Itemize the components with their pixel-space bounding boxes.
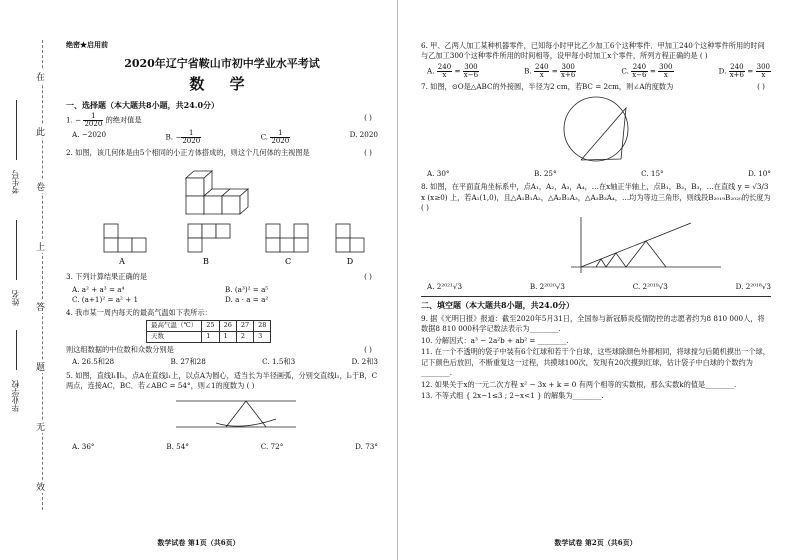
subject-title: 数 学 <box>189 75 255 94</box>
option-b: B. 27和28 <box>170 357 206 367</box>
school-label: 毕业学校 <box>11 380 20 412</box>
option-c: C. 2²⁰¹⁹√3 <box>632 281 668 291</box>
divider <box>421 296 771 297</box>
answer-paren: ( ) <box>246 381 255 391</box>
exam-title: 2020年辽宁省鞍山市初中学业水平考试 <box>124 57 320 71</box>
option-b: B. $\frac{240}{x}$ = $\frac{300}{x+6}$ <box>524 62 576 79</box>
q3-stem: 3. 下列计算结果正确的是 <box>66 272 148 282</box>
q4-options <box>66 357 378 367</box>
option-c: C. (a+1)² = a² + 1 <box>72 295 139 305</box>
question-12: 12. 如果关于x的一元二次方程 x² − 3x + k = 0 有两个相等的实数根，那么实数k的值是________. <box>421 379 737 389</box>
question-6: 6. 甲、乙两人加工某种机器零件，已知每小时甲比乙少加工6个这种零件．甲加工240个这种零件所用的时间与乙加工300个这种零件所用的时间相等，设甲每小时加工x个零件，所列方程正确的是 ( ) <box>421 41 765 61</box>
q4-ask: 则这组数据的中位数和众数分别是 ( ) <box>66 345 372 355</box>
section-heading: 二、填空题（本大题共8小题，共24.0分） <box>421 300 575 311</box>
name-label: 姓名 <box>11 290 20 306</box>
label-b: B <box>203 256 209 266</box>
question-13: 13. 不等式组 { 2x−1≤3 ; 2−x<1 } 的解集为________. <box>421 391 604 401</box>
confidential-mark: 绝密★启用前 <box>66 40 108 49</box>
view-a <box>104 224 146 252</box>
question-11: 11. 在一个不透明的袋子中装有6个红球和若干个白球，这些球除颜色外都相同，将球搅匀后随机摸出一个球，记下颜色后放回，不断重复这一过程，共摸球100次，发现有20次摸到红球，估计袋子中白球的个数约为________. <box>421 347 770 378</box>
question-4: 4. 我市某一周内每天的最高气温如下表所示： <box>66 307 212 317</box>
margin-char: 上 <box>36 240 45 253</box>
answer-paren: ( ) <box>364 272 372 282</box>
option-d: D. 2和3 <box>351 357 378 367</box>
candidate-number-line <box>16 100 17 160</box>
label-d: D <box>346 256 354 266</box>
q5-figure <box>66 393 378 437</box>
margin-char: 效 <box>36 480 45 493</box>
label-c: C <box>284 256 292 266</box>
q7-figure <box>421 93 771 163</box>
answer-paren: ( ) <box>364 113 372 123</box>
page-footer: 数学试卷 第2页（共6页） <box>554 538 637 547</box>
option-b: B. − $\frac{1}{2020}$ <box>165 129 201 146</box>
option-d: D. 10° <box>748 168 771 178</box>
question-9: 9. 据《光明日报》报道：截至2020年5月31日，全国参与新冠肺炎疫情防控的志愿者约为8 810 000人，将数据8 810 000科学记数法表示为________. <box>421 313 765 334</box>
question-7: 7. 如图，⊙O是△ABC的外接圆，半径为2 cm，若BC = 2cm，则∠A的度数为 ( ) <box>421 81 765 91</box>
option-c: C. 72° <box>260 442 284 452</box>
option-a: A. 36° <box>72 442 95 452</box>
option-d: D. 2020 <box>349 130 378 140</box>
q8-options <box>421 282 771 292</box>
margin-char: 在 <box>36 70 45 83</box>
question-1 <box>66 113 378 128</box>
name-line <box>16 220 17 280</box>
option-a: A. 26.5和28 <box>72 357 115 367</box>
question-3 <box>66 272 378 282</box>
question-10: 10. 分解因式：a³ − 2a²b + ab² = ________. <box>421 335 569 345</box>
q7-options <box>421 169 771 179</box>
option-b: B. 2²⁰²⁰√3 <box>529 281 565 291</box>
fraction: $\frac{1}{2020}$ <box>84 112 103 129</box>
option-a: A. $\frac{240}{x}$ = $\frac{300}{x-6}$ <box>427 62 479 79</box>
right-page <box>397 0 794 560</box>
table-row: 最高气温（℃） 25 26 27 28 <box>147 321 271 332</box>
candidate-number-label: 考生号 <box>11 170 20 194</box>
option-c: C. $\frac{240}{x-6}$ = $\frac{300}{x}$ <box>621 62 673 79</box>
margin-char: 答 <box>36 300 45 313</box>
left-content <box>66 40 378 456</box>
q6-options <box>421 64 771 79</box>
option-d: D. $\frac{240}{x+6}$ = $\frac{300}{x}$ <box>718 62 770 79</box>
q8-figure <box>421 215 771 277</box>
view-b <box>188 224 230 252</box>
option-a: A. a² + a³ = a⁴ <box>72 284 125 294</box>
q1-stem: 1. − <box>66 115 82 125</box>
page-footer: 数学试卷 第1页（共6页） <box>157 538 240 547</box>
temperature-table <box>146 320 271 343</box>
q1-stem-end: 的绝对值是 <box>105 115 142 125</box>
q2-stem: 2. 如图，该几何体是由5个相同的小正方体搭成的，则这个几何体的主视图是 <box>66 148 310 158</box>
option-b: B. 54° <box>166 442 189 452</box>
option-d: D. 73° <box>355 442 378 452</box>
answer-paren: ( ) <box>421 203 429 213</box>
answer-paren: ( ) <box>757 81 765 91</box>
answer-paren: ( ) <box>699 51 708 61</box>
option-b: B. 25° <box>534 168 557 178</box>
cut-line <box>42 40 43 510</box>
option-d: D. 2²⁰¹⁸√3 <box>735 281 771 291</box>
q3-options <box>66 285 378 306</box>
option-a: A. 30° <box>427 168 450 178</box>
table-row: 天数 1 1 2 3 <box>147 332 271 343</box>
cube-solid-figure <box>186 171 248 214</box>
margin-char: 卷 <box>36 180 45 193</box>
right-content <box>421 40 771 402</box>
view-d <box>336 224 364 252</box>
option-a: A. 2²⁰²¹√3 <box>427 281 463 291</box>
q1-options <box>66 130 378 145</box>
school-line <box>16 330 17 370</box>
option-a: A. −2020 <box>72 130 107 140</box>
option-b: B. (a³)² = a⁵ <box>225 284 269 294</box>
binding-margin <box>0 0 60 560</box>
label-a: A <box>119 256 125 266</box>
option-c: C. 1.5和3 <box>262 357 296 367</box>
question-2 <box>66 148 378 158</box>
margin-char: 无 <box>36 420 45 433</box>
option-c: C. $\frac{1}{2020}$ <box>260 129 290 146</box>
question-8: 8. 如图，在平面直角坐标系中，点A₁，A₂，A₃，A₄，…在x轴正半轴上，点B₁，B₂，B₃，…在直线 y = √3/3 x (x≥0) 上，若A₁(1,0)，且△A₁B₁A₂，△A₂B₂A₃，△A₃B₃A₄，…均为等边三角形，则线段B₂₀₁₉B₂₀₂₀的长度为 ( ) <box>421 182 771 213</box>
margin-char: 题 <box>36 360 45 373</box>
question-5: 5. 如图，直线l₁∥l₂，点A在直线l₁上，以点A为圆心，适当长为半径画弧，分别交直线l₁，l₂于B，C两点，连接AC，BC．若∠ABC = 54°，则∠1的度数为 ( ) <box>66 370 378 391</box>
answer-paren: ( ) <box>364 148 372 158</box>
q5-options <box>66 442 378 452</box>
option-d: D. a · a = a² <box>225 295 269 305</box>
q2-figure <box>66 160 378 268</box>
view-c <box>266 224 308 252</box>
option-c: C. 15° <box>641 168 664 178</box>
answer-paren: ( ) <box>364 345 372 355</box>
margin-char: 此 <box>36 125 45 138</box>
section-heading: 一、选择题（本大题共8小题，共24.0分） <box>66 99 220 110</box>
